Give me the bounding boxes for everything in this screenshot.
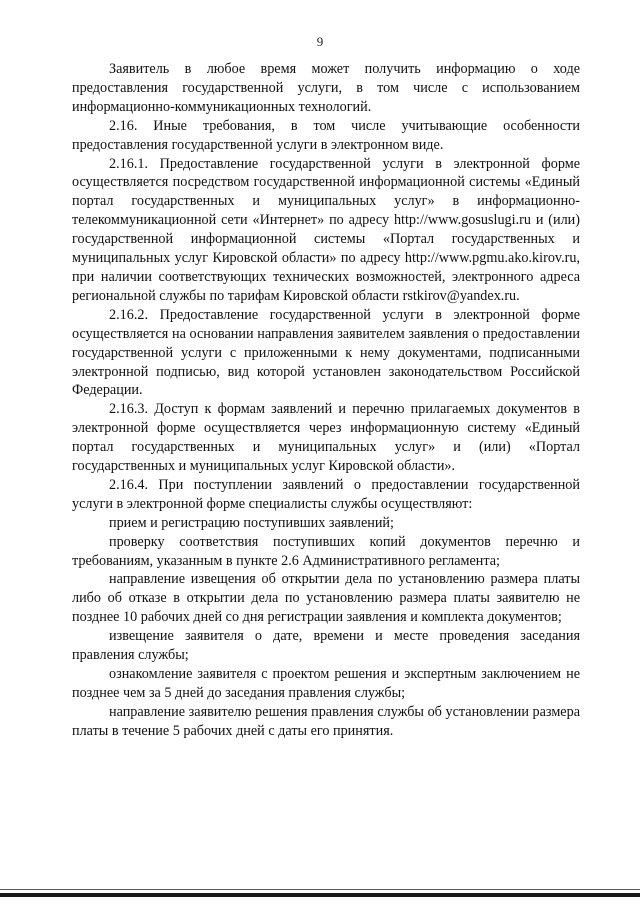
- paragraph-2-16-4: 2.16.4. При поступлении заявлений о предоставлении государственной услуги в электронной форме специалисты службы осуществляют:: [72, 476, 580, 512]
- paragraph-2-16-3: 2.16.3. Доступ к формам заявлений и перечню прилагаемых документов в электронной форме осуществляется через информационную систему «Единый портал государственных и муниципальных услуг» и (или) «Портал государственных и муниципальных услуг Кировской области».: [72, 401, 580, 475]
- list-item-notification-opening: направление извещения об открытии дела по установлению размера платы либо об отказе в открытии дела по установлению размера платы заявителю не позднее 10 рабочих дней со дня регистрации заявления и комплекта документов;: [72, 571, 580, 626]
- paragraph-2-16-2: 2.16.2. Предоставление государственной услуги в электронной форме осуществляется на основании направления заявителем заявления о предоставлении государственной услуги с приложенными к нему документами, подписанными электронной подписью, вид которой установлен законодательством Российской Федерации.: [72, 306, 580, 399]
- document-body: [72, 60, 580, 741]
- list-item-verification: проверку соответствия поступивших копий документов перечню и требованиям, указанным в пункте 2.6 Административного регламента;: [72, 533, 580, 569]
- paragraph-info-progress: Заявитель в любое время может получить информацию о ходе предоставления государственной услуги, в том числе с использованием информационно-коммуникационных технологий.: [72, 61, 580, 115]
- list-item-decision-sending: направление заявителю решения правления службы об установлении размера платы в течение 5 рабочих дней с даты его принятия.: [72, 703, 580, 739]
- paragraph-2-16: 2.16. Иные требования, в том числе учитывающие особенности предоставления государственной услуги в электронном виде.: [72, 117, 580, 153]
- paragraph-2-16-1: 2.16.1. Предоставление государственной услуги в электронной форме осуществляется посредством государственной информационной системы «Единый портал государственных и муниципальных услуг» в информационно-телекоммуникационной сети «Интернет» по адресу http://www.gosuslugi.ru и (или) государственной информационной системы «Портал государственных и муниципальных услуг Кировской области» по адресу http://www.pgmu.ako.kirov.ru, при наличии соответствующих технических возможностей, электронного адреса региональной службы по тарифам Кировской области rstkirov@yandex.ru.: [72, 155, 580, 304]
- list-item-meeting-notice: извещение заявителя о дате, времени и месте проведения заседания правления службы;: [72, 628, 580, 664]
- list-item-reception: прием и регистрацию поступивших заявлений;: [109, 514, 394, 531]
- list-item-draft-review: ознакомление заявителя с проектом решения и экспертным заключением не позднее чем за 5 дней до заседания правления службы;: [72, 666, 580, 701]
- scan-edge-line: [0, 893, 640, 897]
- scan-edge-line-thin: [0, 889, 640, 890]
- page-number: 9: [316, 34, 324, 49]
